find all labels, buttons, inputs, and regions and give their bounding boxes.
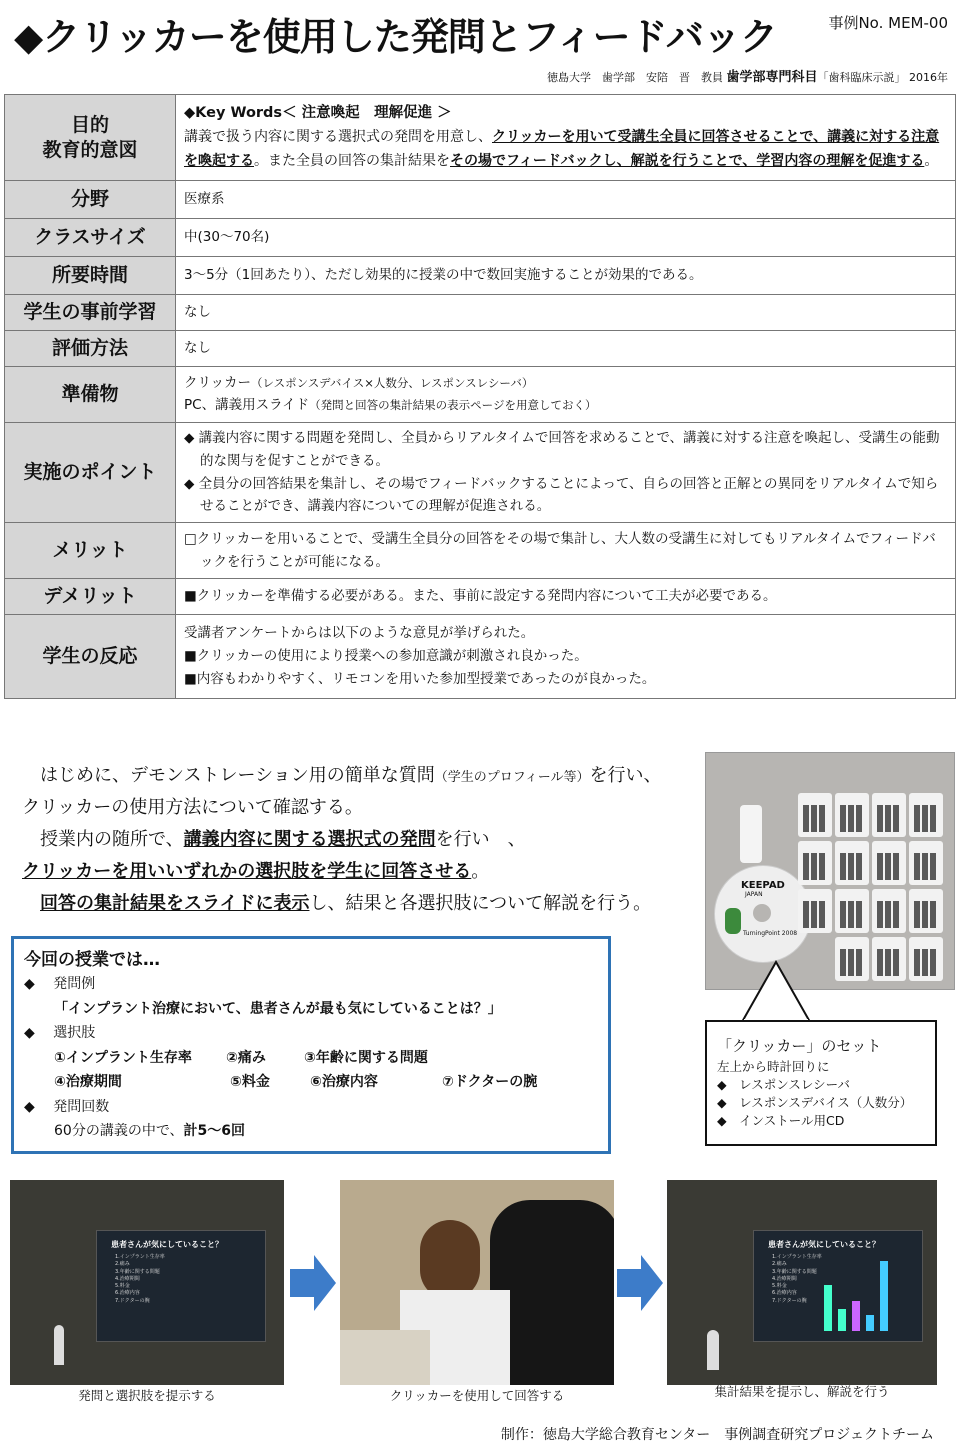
- evaluation-label: 評価方法: [5, 331, 176, 367]
- usb-receiver: [740, 805, 762, 863]
- response-device: [835, 793, 869, 837]
- info-table: [4, 94, 956, 699]
- response-device: [798, 793, 832, 837]
- response-device: [835, 937, 869, 981]
- slide-choice-item: 6.治療内容: [772, 1290, 797, 1297]
- caption-results: 集計結果を提示し、解説を行う: [714, 1384, 890, 1399]
- slide-choice-item: 2.痛み: [772, 1261, 787, 1268]
- response-device: [835, 841, 869, 885]
- time-value: 3～5分（1回あたり）、ただし効果的に授業の中で数回実施することが効果的である。: [176, 257, 956, 295]
- author-meta: [547, 66, 948, 85]
- slide-choice-item: 5.料金: [115, 1283, 130, 1289]
- response-device: [835, 889, 869, 933]
- slide-choice-item: 5.料金: [772, 1283, 787, 1289]
- field-value: 医療系: [176, 181, 956, 219]
- clicker-set-photo: [705, 752, 955, 990]
- slide-choice-item: 3.年齢に関する問題: [772, 1268, 817, 1275]
- response-device: [872, 937, 906, 981]
- slide-choice-item: 2.痛み: [115, 1261, 130, 1268]
- meta-subject: 歯学部専門科目: [726, 70, 818, 85]
- projector-screen-results: 患者さんが気にしていること？ 1.インプラント生存率 2.痛み 3.年齢に関する問題 4.治療期間 5.料金 6.治療内容 7.ドクターの腕: [753, 1230, 923, 1342]
- photo-students-answering: [340, 1180, 614, 1385]
- prep-study-value: なし: [176, 295, 956, 331]
- merit-value: □クリッカーを用いることで、受講生全員分の回答をその場で集計し、大人数の受講生に対してもリアルタイムでフィードバックを行うことが可能になる。: [176, 523, 956, 579]
- response-device: [909, 937, 943, 981]
- lesson-heading: 今回の授業では…: [24, 950, 160, 970]
- callout-title: 「クリッカー」のセット: [717, 1037, 882, 1055]
- slide-choice-item: 6.治療内容: [115, 1290, 140, 1297]
- purpose-text: 講義で扱う内容に関する選択式の発問を用意し、クリッカーを用いて受講生全員に回答させることで、講義に対する注意を喚起する。また全員の回答の集計結果をその場でフィードバックし、解説を行うことで、学習内容の理解を促進する。: [184, 129, 940, 169]
- class-size-label: クラスサイズ: [5, 219, 176, 257]
- merit-label: メリット: [5, 523, 176, 579]
- callout-pointer: [742, 960, 822, 1024]
- response-device: [909, 793, 943, 837]
- meta-year: 2016年: [909, 71, 948, 84]
- slide-choice-item: 7.ドクターの腕: [772, 1297, 807, 1304]
- slide-choice-item: 1.インプラント生存率: [772, 1254, 822, 1260]
- materials-label: 準備物: [5, 367, 176, 423]
- response-device: [872, 841, 906, 885]
- footer-credit: 制作：徳島大学総合教育センター 事例調査研究プロジェクトチーム: [500, 1427, 934, 1443]
- meta-course: 「歯科臨床示説」: [817, 71, 906, 84]
- keywords: ◆Key Words＜ 注意喚起 理解促進 ＞: [184, 105, 452, 122]
- response-device: [798, 841, 832, 885]
- slide-choice-item: 3.年齢に関する問題: [115, 1268, 160, 1275]
- response-devices: [798, 793, 948, 983]
- meta-author: 徳島大学 歯学部 安陪 晋 教員: [546, 71, 723, 84]
- demerit-value: ■クリッカーを準備する必要がある。また、事前に設定する発問内容について工夫が必要である。: [176, 579, 956, 615]
- materials-value: クリッカー（レスポンスデバイス×人数分、レスポンスレシーバ） PC、講義用スライド（発問と回答の集計結果の表示ページを用意しておく）: [176, 367, 956, 423]
- slide-choice-item: 4.治療期間: [772, 1275, 797, 1282]
- case-number: 事例No. MEM-00: [828, 14, 948, 32]
- purpose-label: 目的 教育的意図: [5, 95, 176, 181]
- response-device: [872, 889, 906, 933]
- question-example: 「インプラント治療において、患者さんが最も気にしていることは？」: [54, 1000, 502, 1017]
- points-label: 実施のポイント: [5, 423, 176, 523]
- choices-row-2: ④治療期間 ⑤料金 ⑥治療内容 ⑦ドクターの腕: [54, 1074, 538, 1090]
- lesson-box: 今回の授業では… ◆ 発問例 「インプラント治療において、患者さんが最も気にしていることは？」 ◆ 選択肢 ①インプラント生存率 ②痛み ③年齢に関する問題 ④治療期間 ⑤料金 ⑥治療内容 ⑦ドクターの腕 ◆ 発問回数 60分の講義の中で、計5～6回: [11, 936, 611, 1154]
- caption-question: 発問と選択肢を提示する: [78, 1388, 216, 1403]
- response-device: [909, 841, 943, 885]
- clicker-set-callout: 「クリッカー」のセット 左上から時計回りに ◆ レスポンスレシーバ ◆ レスポンスデバイス（人数分） ◆ インストール用CD: [705, 1020, 937, 1146]
- photo-question-slide: [10, 1180, 284, 1385]
- evaluation-value: なし: [176, 331, 956, 367]
- photo-result-slide: [667, 1180, 937, 1385]
- projector-screen: 患者さんが気にしていること？ 1.インプラント生存率 2.痛み 3.年齢に関する問題 4.治療期間 5.料金 6.治療内容 7.ドクターの腕: [96, 1230, 266, 1342]
- caption-answering: クリッカーを使用して回答する: [389, 1388, 565, 1403]
- class-size-value: 中(30～70名): [176, 219, 956, 257]
- demerit-label: デメリット: [5, 579, 176, 615]
- flow-arrow-1: [290, 1255, 336, 1311]
- time-label: 所要時間: [5, 257, 176, 295]
- field-label: 分野: [5, 181, 176, 219]
- reaction-value: 受講者アンケートからは以下のような意見が挙げられた。 ■クリッカーの使用により授業への参加意識が刺激され良かった。 ■内容もわかりやすく、リモコンを用いた参加型授業であったのが良かった。: [176, 615, 956, 699]
- choices-row-1: ①インプラント生存率 ②痛み ③年齢に関する問題: [54, 1049, 428, 1066]
- flow-arrow-2: [617, 1255, 663, 1311]
- purpose-value: [176, 95, 956, 181]
- procedure-text: はじめに、デモンストレーション用の簡単な質問（学生のプロフィール等）を行い、 クリッカーの使用方法について確認する。 授業内の随所で、講義内容に関する選択式の発問を行い 、 クリッカーを用いいずれかの選択肢を学生に回答させる。 回答の集計結果をスライドに表示し、結果と各選択肢について解説を行う。: [22, 765, 662, 915]
- install-cd: KEEPAD JAPAN TurningPoint 2008: [714, 865, 812, 963]
- slide-choice-item: 4.治療期間: [115, 1275, 140, 1282]
- response-device: [872, 793, 906, 837]
- response-device: [909, 889, 943, 933]
- response-device: [798, 889, 832, 933]
- reaction-label: 学生の反応: [5, 615, 176, 699]
- slide-choice-item: 7.ドクターの腕: [115, 1297, 150, 1304]
- points-value: ◆ 講義内容に関する問題を発問し、全員からリアルタイムで回答を求めることで、講義に対する注意を喚起し、受講生の能動的な関与を促すことができる。 ◆ 全員分の回答結果を集計し、その場でフィードバックすることによって、自らの回答と正解との異同をリアルタイムで知らせることができ、講義内容についての理解が促進される。: [176, 423, 956, 523]
- prep-study-label: 学生の事前学習: [5, 295, 176, 331]
- slide-choice-item: 1.インプラント生存率: [115, 1254, 165, 1260]
- page-title: ◆クリッカーを使用した発問とフィードバック: [14, 15, 777, 59]
